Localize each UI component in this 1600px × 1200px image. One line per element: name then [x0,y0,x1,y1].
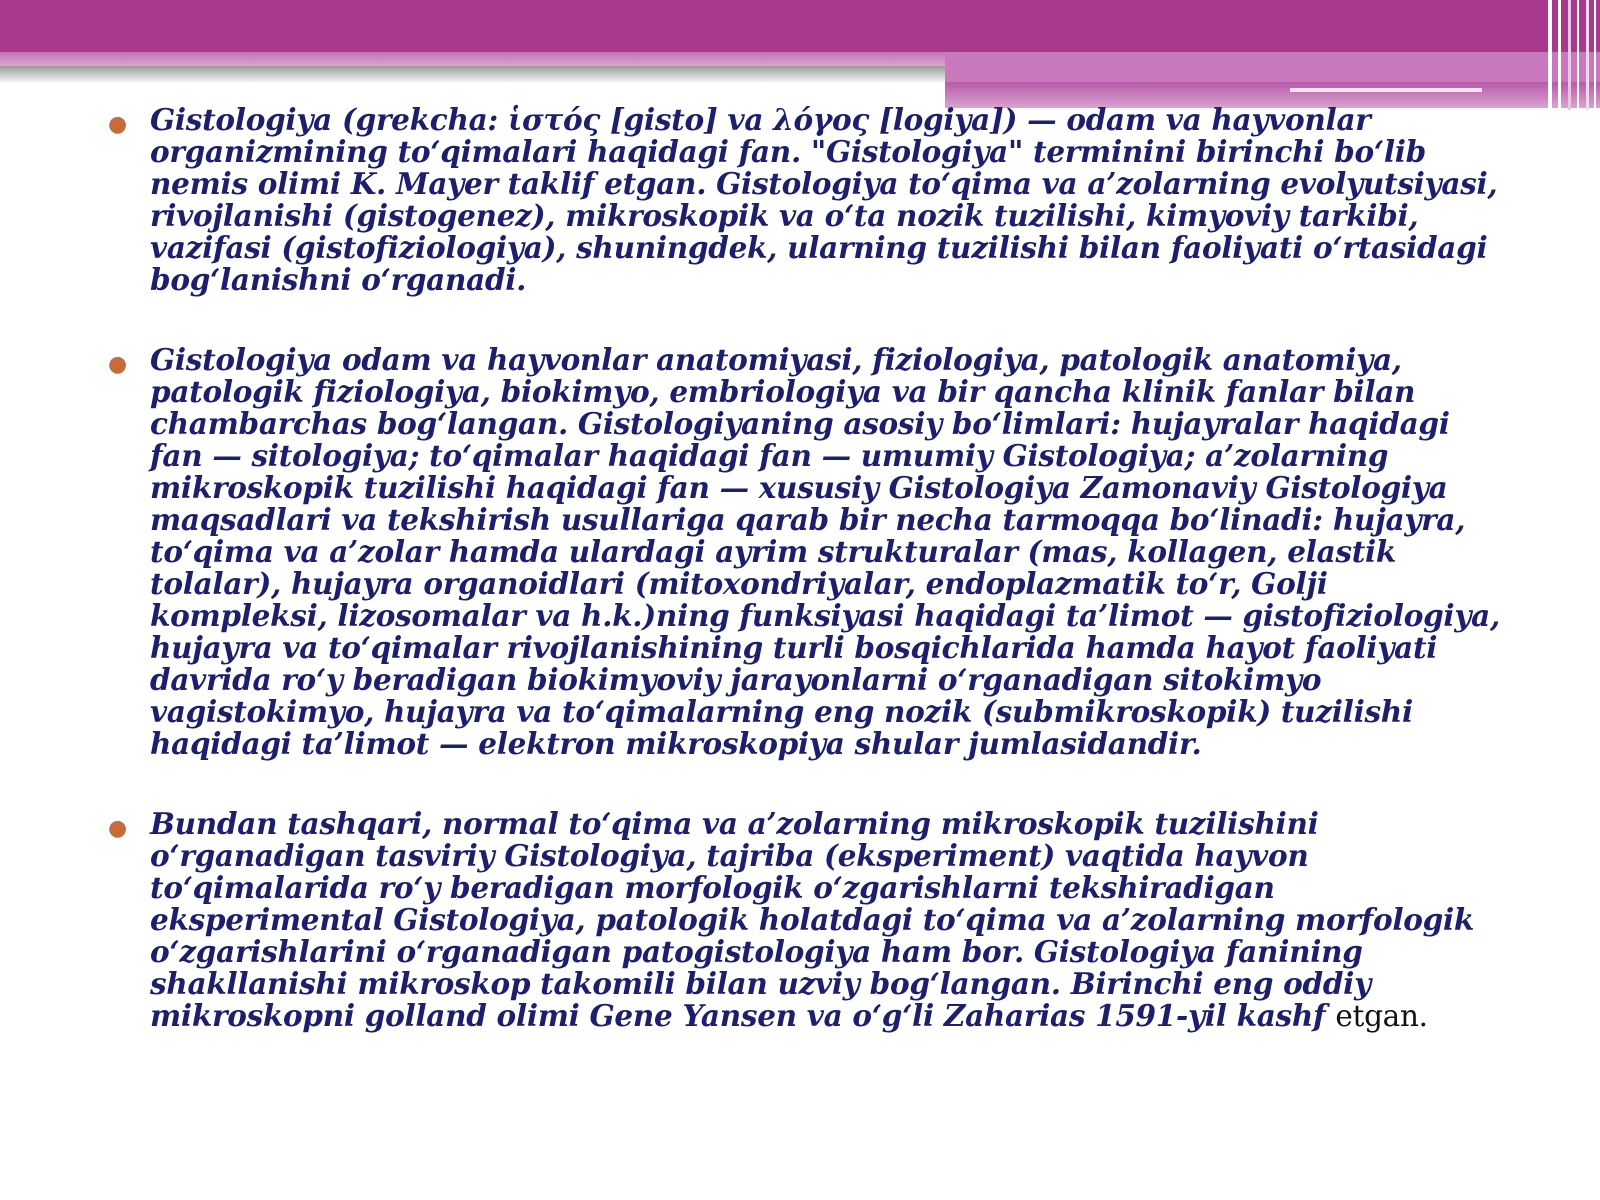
paragraph-text: Gistologiya odam va hayvonlar anatomiyasi, fiziologiya, patologik anatomiya, patologik fiziologiya, biokimyo, embriologiya va bir qancha klinik fanlar bilan chambarchas bog‘langan. Gistologiyaning asosiy bo‘limlari: hujayralar haqidagi fan — sitologiya; to‘qimalar haqidagi fan — umumiy Gistologiya; a’zolarning mikroskopik tuzilishi haqidagi fan — xususiy Gistologiya Zamonaviy Gistologiya maqsadlari va tekshirish usullariga qarab bir necha tarmoqqa bo‘linadi: hujayra, to‘qima va a’zolar hamda ulardagi ayrim strukturalar (mas, kollagen, elastik tolalar), hujayra organoidlari (mitoxondriyalar, endoplazmatik to‘r, Golji kompleksi, lizosomalar va h.k.)ning funksiyasi haqidagi ta’limot — gistofiziologiya, hujayra va to‘qimalar rivojlanishining turli bosqichlarida hamda hayot faoliyati davrida ro‘y beradigan biokimyoviy jarayonlarni o‘rganadigan sitokimyo vagistokimyo, hujayra va to‘qimalarning eng nozik (submikroskopik) tuzilishi haqidagi ta’limot — elektron mikroskopiya shular jumlasidandir. [150,342,1500,761]
bullet-paragraph-1 [100,104,1500,296]
decorative-stripe [1548,0,1552,110]
header-grey-shadow [0,66,945,82]
header-band-right [945,52,1600,82]
paragraph-text-tail: etgan. [1335,999,1428,1033]
decorative-stripe [1586,0,1589,110]
decorative-stripe [1577,0,1579,110]
decorative-stripe [1594,0,1596,110]
header-accent-line [1290,88,1482,92]
bullet-dot-icon: ● [108,816,128,841]
bullet-paragraph-2 [100,344,1500,760]
decorative-stripe [1568,0,1571,110]
paragraph-text: Gistologiya (grekcha: ἱστός [gisto] va λόγος [logiya]) — odam va hayvonlar organizmining to‘qimalari haqidagi fan. "Gistologiya" terminini birinchi bo‘lib nemis olimi K. Mayer taklif etgan. Gistologiya to‘qima va a’zolarning evolyutsiyasi, rivojlanishi (gistogenez), mikroskopik va o‘ta nozik tuzilishi, kimyoviy tarkibi, vazifasi (gistofiziologiya), shuningdek, ularning tuzilishi bilan faoliyati o‘rtasidagi bog‘lanishni o‘rganadi. [150,102,1498,297]
paragraph-text-container [150,808,1500,1032]
slide-body [100,104,1500,1080]
bullet-dot-icon: ● [108,352,128,377]
header-band [0,0,1600,52]
decorative-stripe [1558,0,1561,110]
bullet-paragraph-3 [100,808,1500,1032]
bullet-dot-icon: ● [108,112,128,137]
paragraph-text: Bundan tashqari, normal to‘qima va a’zolarning mikroskopik tuzilishini o‘rganadigan tasviriy Gistologiya, tajriba (eksperiment) vaqtida hayvon to‘qimalarida ro‘y beradigan morfologik o‘zgarishlarni tekshiradigan eksperimental Gistologiya, patologik holatdagi to‘qima va a’zolarning morfologik o‘zgarishlarini o‘rganadigan patogistologiya ham bor. Gistologiya fanining shakllanishi mikroskop takomili bilan uzviy bog‘langan. Birinchi eng oddiy mikroskopni golland olimi Gene Yansen va o‘g‘li Zaharias 1591-yil kashf [150,806,1474,1033]
